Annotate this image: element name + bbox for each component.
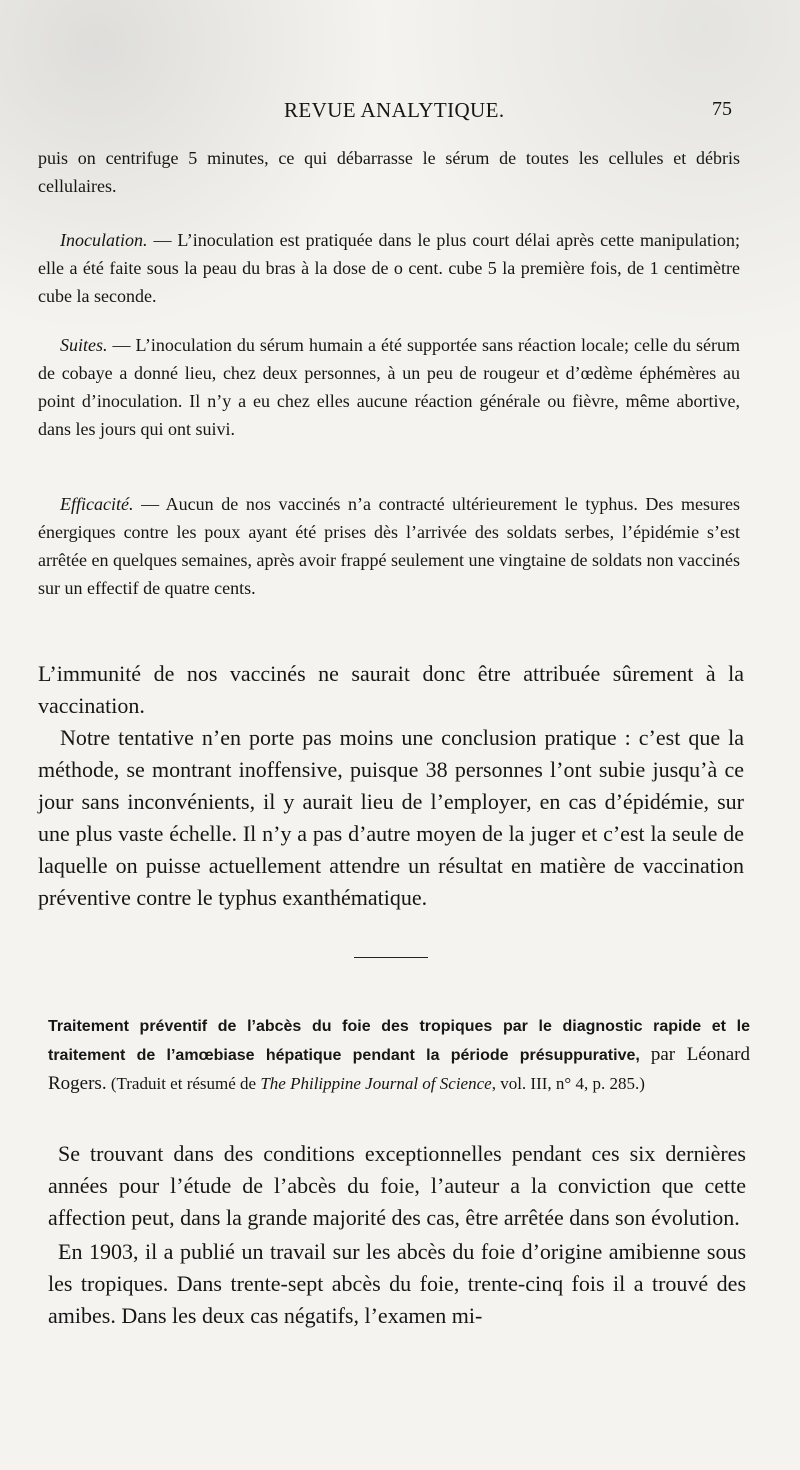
- suites-paragraph: [38, 331, 740, 443]
- inoculation-text: — L’inoculation est pratiquée dans le plus court délai après cette manipulation; elle a été faite sous la peau du bras à la dose de o cent. cube 5 la première fois, de 1 centimètre cube la seconde.: [38, 230, 741, 306]
- running-title: REVUE ANALYTIQUE.: [284, 98, 505, 122]
- intro-paragraph-block: [38, 144, 740, 200]
- article-title: Traitement préventif de l’abcès du foie des tropiques par le diagnostic rapide et le traitement de l’amœbiase hépatique pendant la période présuppurative,: [48, 1018, 750, 1064]
- running-head: [0, 98, 800, 126]
- efficacite-label: Efficacité.: [60, 494, 134, 514]
- article-author-prefix: par Léonard: [650, 1044, 750, 1065]
- translation-note: (Traduit et résumé de: [110, 1074, 257, 1093]
- efficacite-text: — Aucun de nos vaccinés n’a contracté ultérieurement le typhus. Des mesures énergiques contre les poux ayant été prises dès l’arrivée des soldats serbes, l’épidémie s’est arrêtée en quelques semaines, après avoir frappé seulement une vingtaine de soldats non vaccinés sur un effectif de quatre cents.: [38, 494, 741, 598]
- page-number: 75: [712, 98, 732, 120]
- article-paragraph-1: Se trouvant dans des conditions exceptionnelles pendant ces six dernières années pour l’étude de l’abcès du foie, l’auteur a la conviction que cette affection peut, dans la grande majorité des cas, être arrêtée dans son évolution.: [48, 1141, 746, 1230]
- intro-paragraph: puis on centrifuge 5 minutes, ce qui débarrasse le sérum de toutes les cellules et débris cellulaires.: [38, 148, 740, 196]
- inoculation-paragraph: [38, 226, 740, 310]
- efficacite-section: [38, 490, 740, 602]
- suites-section: [38, 331, 740, 443]
- article-body: [48, 1138, 746, 1332]
- section-separator: [354, 957, 428, 958]
- article-heading: [48, 1012, 750, 1098]
- suites-label: Suites.: [60, 335, 108, 355]
- article-author-name: Rogers.: [48, 1073, 107, 1094]
- immunity-paragraph: L’immunité de nos vaccinés ne saurait donc être attribuée sûrement à la vaccination.: [38, 661, 744, 718]
- main-text-block: [38, 658, 744, 914]
- inoculation-label: Inoculation.: [60, 230, 148, 250]
- efficacite-paragraph: [38, 490, 740, 602]
- conclusion-paragraph: Notre tentative n’en porte pas moins une conclusion pratique : c’est que la méthode, se montrant inoffensive, puisque 38 personnes l’ont subie jusqu’à ce jour sans inconvénients, il y aurait lieu de l’employer, en cas d’épidémie, sur une plus vaste échelle. Il n’y a pas d’autre moyen de la juger et c’est la seule de laquelle on puisse actuellement attendre un résultat en matière de vaccination préventive contre le typhus exanthématique.: [38, 725, 744, 910]
- suites-text: — L’inoculation du sérum humain a été supportée sans réaction locale; celle du sérum de cobaye a donné lieu, chez deux personnes, à un peu de rougeur et d’œdème éphémères au point d’inoculation. Il n’y a eu chez elles aucune réaction générale ou fièvre, même abortive, dans les jours qui ont suivi.: [38, 335, 741, 439]
- article-paragraph-2: En 1903, il a publié un travail sur les abcès du foie d’origine amibienne sous les tropiques. Dans trente-sept abcès du foie, trente-cinq fois il a trouvé des amibes. Dans les deux cas négatifs, l’examen mi-: [48, 1239, 746, 1328]
- article-citation: , vol. III, n° 4, p. 285.): [491, 1074, 645, 1093]
- journal-title: The Philippine Journal of Science: [260, 1074, 492, 1093]
- inoculation-section: [38, 226, 740, 310]
